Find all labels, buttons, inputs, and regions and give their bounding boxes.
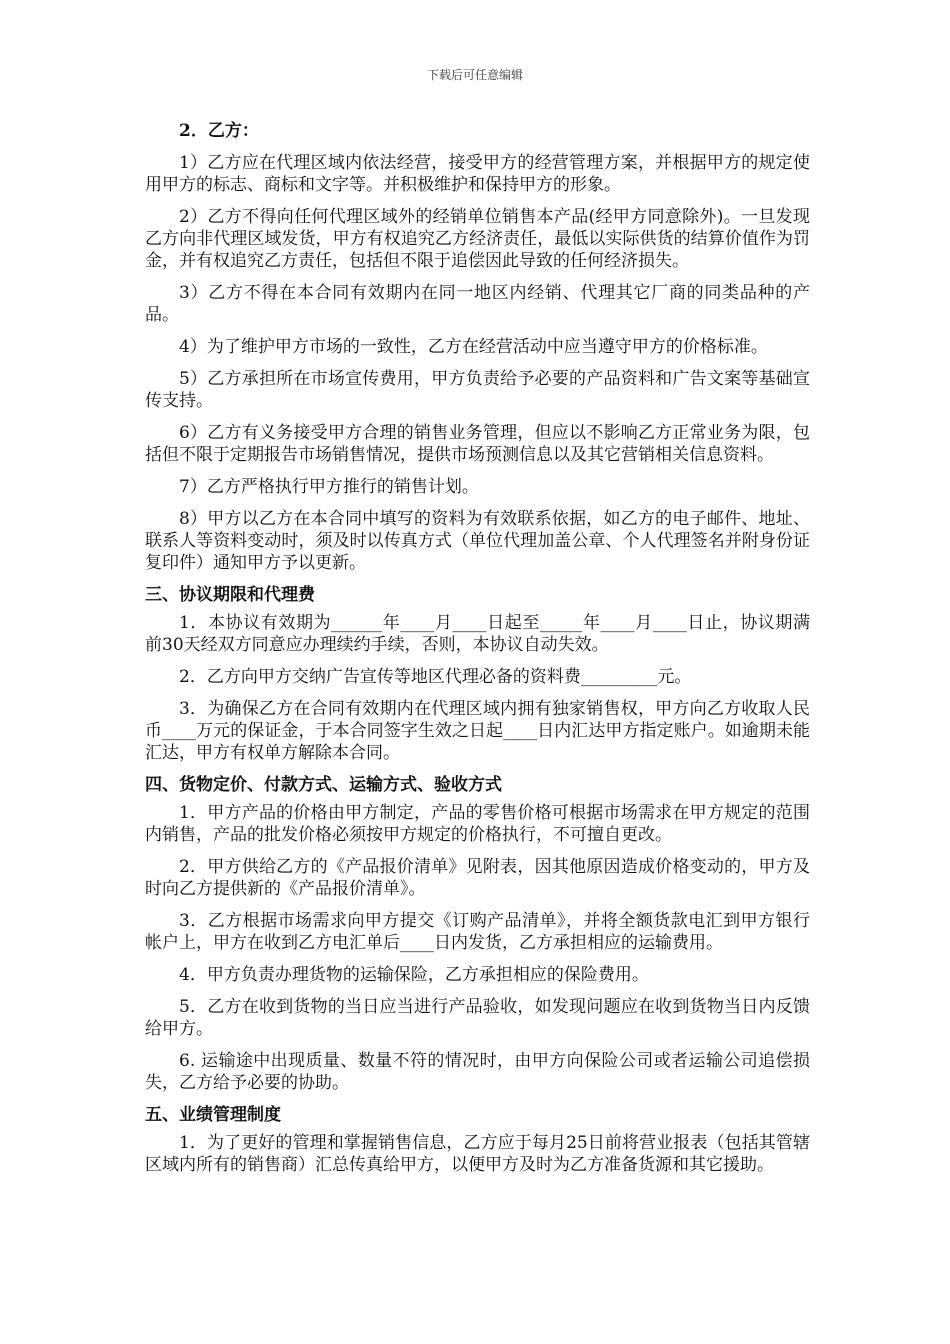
- paragraph: 5．乙方在收到货物的当日应当进行产品验收，如发现问题应在收到货物当日内反馈给甲方。: [145, 997, 810, 1039]
- paragraph: 5）乙方承担所在市场宣传费用，甲方负责给予必要的产品资料和广告文案等基础宣传支持。: [145, 369, 810, 411]
- paragraph: 2）乙方不得向任何代理区域外的经销单位销售本产品(经甲方同意除外)。一旦发现乙方向非代理区域发货，甲方有权追究乙方经济责任，最低以实际供货的结算价值作为罚金，并有权追究乙方责任，包括但不限于追偿因此导致的任何经济损失。: [145, 207, 810, 271]
- section-heading: 五、业绩管理制度: [145, 1105, 281, 1125]
- paragraph: 8）甲方以乙方在本合同中填写的资料为有效联系依据，如乙方的电子邮件、地址、联系人等资料变动时，须及时以传真方式（单位代理加盖公章、个人代理签名并附身份证复印件）通知甲方予以更新。: [145, 509, 810, 573]
- paragraph: 1．为了更好的管理和掌握销售信息，乙方应于每月25日前将营业报表（包括其管辖区域内所有的销售商）汇总传真给甲方，以便甲方及时为乙方准备货源和其它援助。: [145, 1133, 810, 1175]
- paragraph: 6. 运输途中出现质量、数量不符的情况时，由甲方向保险公司或者运输公司追偿损失，乙方给予必要的协助。: [145, 1051, 810, 1093]
- paragraph: 3）乙方不得在本合同有效期内在同一地区内经销、代理其它厂商的同类品种的产品。: [145, 283, 810, 325]
- paragraph: 6）乙方有义务接受甲方合理的销售业务管理，但应以不影响乙方正常业务为限，包括但不限于定期报告市场销售情况，提供市场预测信息以及其它营销相关信息资料。: [145, 423, 810, 465]
- paragraph: 3．乙方根据市场需求向甲方提交《订购产品清单》，并将全额货款电汇到甲方银行帐户上，甲方在收到乙方电汇单后____日内发货，乙方承担相应的运输费用。: [145, 911, 810, 953]
- paragraph: 4．甲方负责办理货物的运输保险，乙方承担相应的保险费用。: [179, 965, 649, 985]
- paragraph: 7）乙方严格执行甲方推行的销售计划。: [179, 477, 479, 497]
- paragraph: 4）为了维护甲方市场的一致性，乙方在经营活动中应当遵守甲方的价格标准。: [179, 337, 768, 357]
- paragraph: 2．甲方供给乙方的《产品报价清单》见附表，因其他原因造成价格变动的，甲方及时向乙方提供新的《产品报价清单》。: [145, 857, 810, 899]
- section-heading: 2．乙方：: [179, 121, 259, 141]
- page-header: 下载后可任意编辑: [426, 68, 523, 82]
- paragraph: 2．乙方向甲方交纳广告宣传等地区代理必备的资料费_________元。: [179, 667, 692, 687]
- section-heading: 四、货物定价、付款方式、运输方式、验收方式: [145, 775, 502, 795]
- section-heading: 三、协议期限和代理费: [145, 585, 315, 605]
- paragraph: 1）乙方应在代理区域内依法经营，接受甲方的经营管理方案，并根据甲方的规定使用甲方的标志、商标和文字等。并积极维护和保持甲方的形象。: [145, 153, 810, 195]
- paragraph: 3．为确保乙方在合同有效期内在代理区域内拥有独家销售权，甲方向乙方收取人民币____万元的保证金，于本合同签字生效之日起____日内汇达甲方指定账户。如逾期未能汇达，甲方有权单方解除本合同。: [145, 699, 810, 763]
- paragraph: 1．本协议有效期为______年____月____日起至_____年____月____日止，协议期满前30天经双方同意应办理续约手续，否则，本协议自动失效。: [145, 613, 810, 655]
- paragraph: 1．甲方产品的价格由甲方制定，产品的零售价格可根据市场需求在甲方规定的范围内销售，产品的批发价格必须按甲方规定的价格执行，不可擅自更改。: [145, 803, 810, 845]
- document-body: [145, 120, 810, 1186]
